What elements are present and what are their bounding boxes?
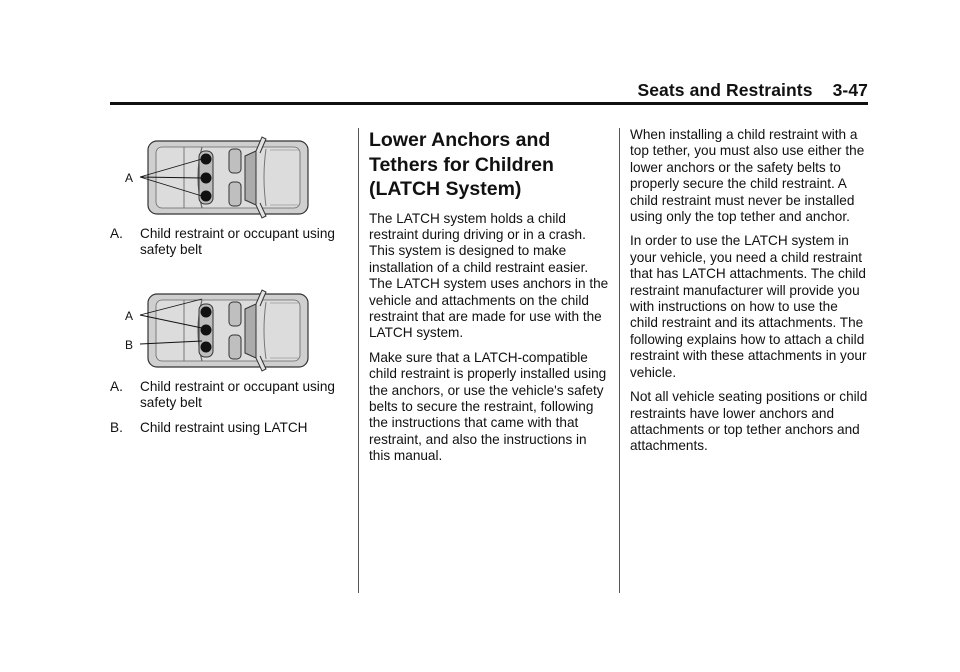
caption-text: Child restraint using LATCH [140,419,308,435]
page-header-text [637,80,868,101]
column-latch-details [630,127,868,463]
caption-a [110,379,342,412]
header-rule [110,102,868,105]
caption-text: Child restraint or occupant using safety belt [140,378,335,411]
body-paragraph: Make sure that a LATCH-compatible child restraint is properly installed using the anchors, or use the vehicle's safety belts to secure the restraint, following the instructions that came with that restraint, and also the instructions in this manual. [369,349,607,464]
body-paragraph: When installing a child restraint with a top tether, you must also use either the lower anchors or the safety belts to properly secure the child restraint. A child restraint must never be installed using only the top tether and anchor. [630,127,865,225]
column-divider [358,128,359,593]
vehicle-topview-illustration-1 [110,132,330,220]
callout-a-label: A [125,308,134,323]
section-heading: Lower Anchors and Tethers for Children (LATCH System) [369,129,554,200]
page-number: 3-47 [832,80,868,100]
column-divider [619,128,620,593]
body-paragraph: The LATCH system holds a child restraint during driving or in a crash. This system is designed to make installation of a child restraint easier. The LATCH system uses anchors in the vehicle and attachments on the child restraint that are made for use with the LATCH system. [369,210,609,341]
body-paragraph: In order to use the LATCH system in your vehicle, you need a child restraint that has LATCH attachments. The child restraint manufacturer will provide you with instructions on how to use the child restraint and its attachments. The following explains how to attach a child restraint with these attachments in your vehicle. [630,233,867,380]
caption-text: Child restraint or occupant using safety belt [140,226,335,258]
section-running-title: Seats and Restraints [637,80,813,100]
column-figures [110,132,342,436]
caption-b [110,420,342,436]
callout-b-label: B [125,337,134,352]
caption-letter: A. [110,378,123,394]
callout-a-label: A [125,171,134,185]
body-paragraph: Not all vehicle seating positions or child restraints have lower anchors and attachments or top tether anchors and attachments. [630,389,868,454]
caption-letter: A. [110,226,123,241]
page-header [110,76,868,106]
caption-a [110,226,342,259]
caption-letter: B. [110,419,123,435]
figure-seating-belt [110,132,330,220]
column-latch-intro [369,128,609,473]
vehicle-topview-illustration-2 [110,285,330,373]
figure-seating-latch [110,285,330,373]
